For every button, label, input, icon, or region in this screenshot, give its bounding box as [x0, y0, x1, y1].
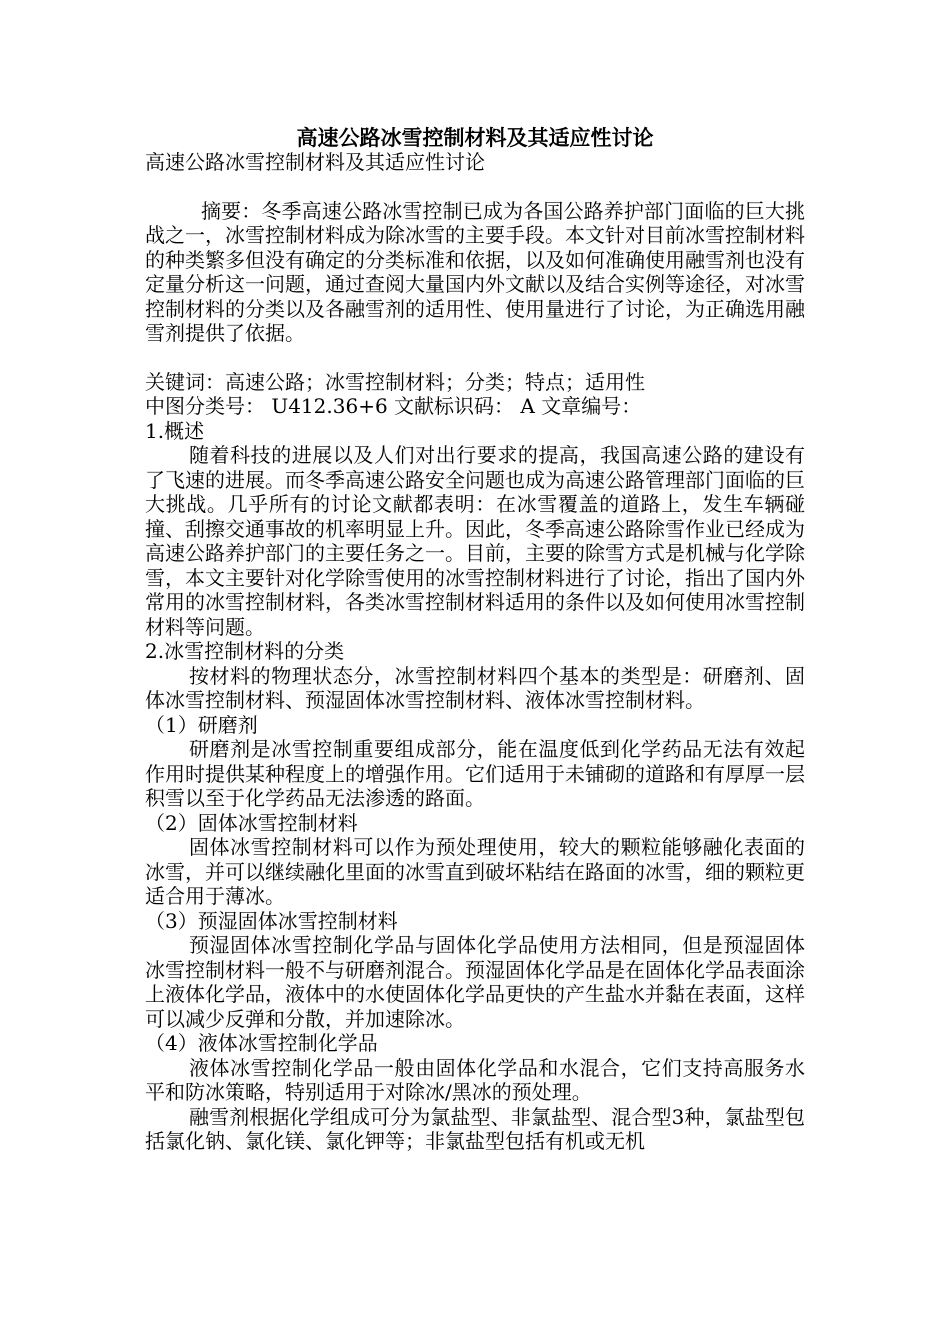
liquid-paragraph: 液体冰雪控制化学品一般由固体化学品和水混合，它们支持高服务水平和防冰策略，特别适用于对除冰/黑冰的预处理。 — [145, 1055, 805, 1104]
document-subtitle: 高速公路冰雪控制材料及其适应性讨论 — [145, 150, 485, 174]
classification-line: 中图分类号： U412.36+6 文献标识码： A 文章编号： — [145, 394, 642, 418]
abrasives-paragraph: 研磨剂是冰雪控制重要组成部分，能在温度低到化学药品无法有效起作用时提供某种程度上的增强作用。它们适用于未铺砌的道路和有厚厚一层积雪以至于化学药品无法渗透的路面。 — [145, 737, 805, 810]
blank-line — [145, 175, 805, 199]
overview-paragraph: 随着科技的进展以及人们对出行要求的提高，我国高速公路的建设有了飞速的进展。而冬季高速公路安全问题也成为高速公路管理部门面临的巨大挑战。几乎所有的讨论文献都表明：在冰雪覆盖的道路上，发生车辆碰撞、刮擦交通事故的机率明显上升。因此，冬季高速公路除雪作业已经成为高速公路养护部门的主要任务之一。目前，主要的除雪方式是机械与化学除雪，本文主要针对化学除雪使用的冰雪控制材料进行了讨论，指出了国内外常用的冰雪控制材料，各类冰雪控制材料适用的条件以及如何使用冰雪控制材料等问题。 — [145, 443, 805, 639]
deicer-paragraph: 融雪剂根据化学组成可分为氯盐型、非氯盐型、混合型3种，氯盐型包括氯化钠、氯化镁、氯化钾等；非氯盐型包括有机或无机 — [145, 1104, 805, 1153]
keywords-line: 关键词：高速公路；冰雪控制材料；分类；特点；适用性 — [145, 369, 645, 394]
classification-paragraph: 按材料的物理状态分，冰雪控制材料四个基本的类型是：研磨剂、固体冰雪控制材料、预湿固体冰雪控制材料、液体冰雪控制材料。 — [145, 663, 805, 712]
subsection-heading-abrasives: （1）研磨剂 — [145, 712, 258, 737]
document-body — [145, 150, 805, 1154]
subsection-heading-liquid: （4）液体冰雪控制化学品 — [145, 1031, 378, 1055]
abstract-paragraph: 摘要：冬季高速公路冰雪控制已成为各国公路养护部门面临的巨大挑战之一，冰雪控制材料成为除冰雪的主要手段。本文针对目前冰雪控制材料的种类繁多但没有确定的分类标准和依据，以及如何准确使用融雪剂也没有定量分析这一问题，通过查阅大量国内外文献以及结合实例等途径，对冰雪控制材料的分类以及各融雪剂的适用性、使用量进行了讨论，为正确选用融雪剂提供了依据。 — [145, 198, 805, 345]
subsection-heading-solid: （2）固体冰雪控制材料 — [145, 810, 358, 835]
blank-line — [145, 346, 805, 370]
document-title: 高速公路冰雪控制材料及其适应性讨论 — [296, 125, 654, 150]
section-heading-classification: 2.冰雪控制材料的分类 — [145, 639, 345, 663]
prewetted-paragraph: 预湿固体冰雪控制化学品与固体化学品使用方法相同，但是预湿固体冰雪控制材料一般不与研磨剂混合。预湿固体化学品是在固体化学品表面涂上液体化学品，液体中的水使固体化学品更快的产生盐水并黏在表面，这样可以减少反弹和分散，并加速除冰。 — [145, 933, 805, 1031]
solid-paragraph: 固体冰雪控制材料可以作为预处理使用，较大的颗粒能够融化表面的冰雪，并可以继续融化里面的冰雪直到破坏粘结在路面的冰雪，细的颗粒更适合用于薄冰。 — [145, 835, 805, 908]
section-heading-overview: 1.概述 — [145, 418, 205, 443]
subsection-heading-prewetted: （3）预湿固体冰雪控制材料 — [145, 908, 398, 933]
